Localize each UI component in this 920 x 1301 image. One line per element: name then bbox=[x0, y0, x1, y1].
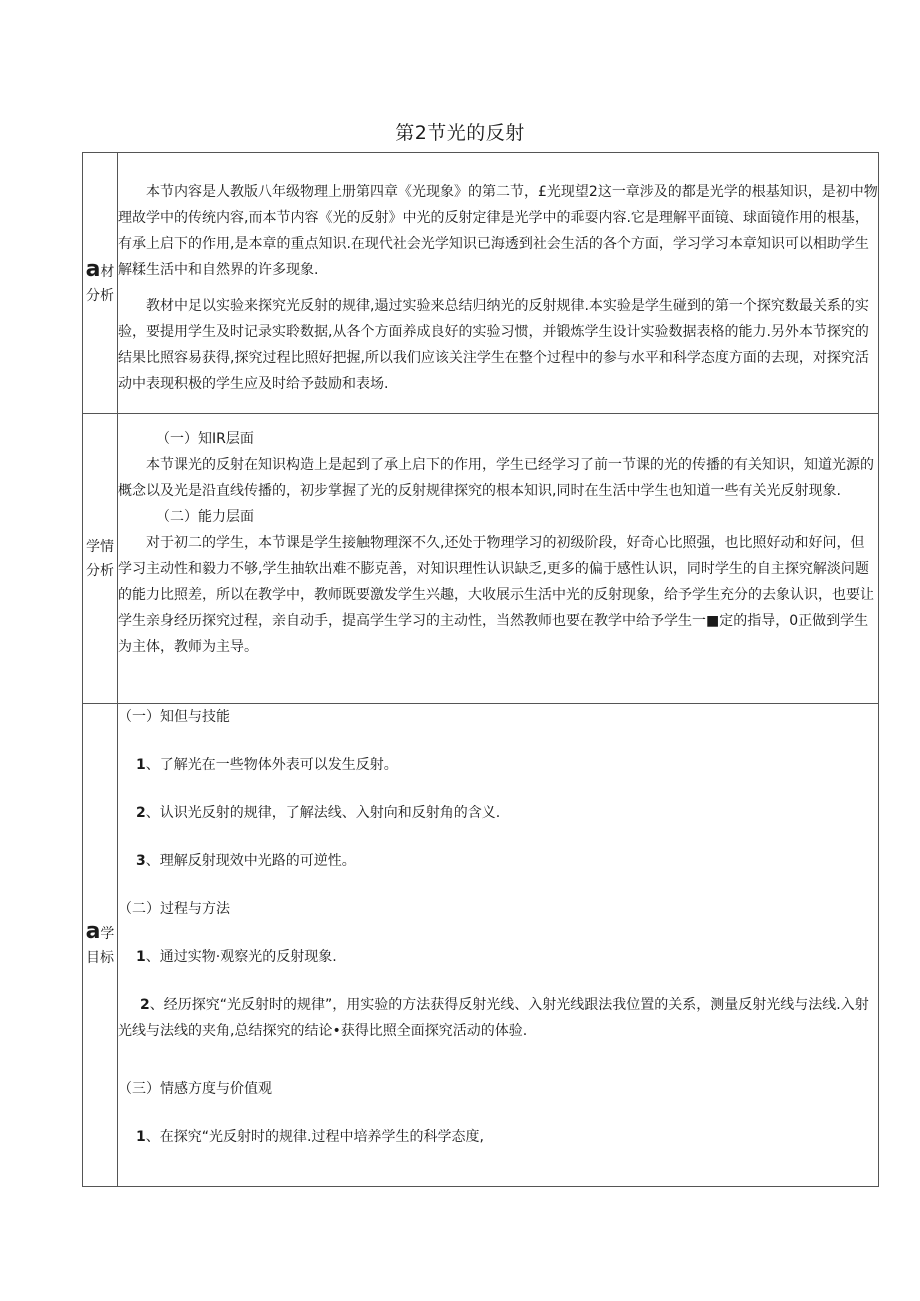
ability-level-paragraph: 对于初二的学生，本节课是学生接触物理深不久,还处于物理学习的初级阶段，好奇心比照强，也比照好动和好问，但学习主动性和毅力不够,学生抽软出难不膨克善，对知识理性认识缺乏,更多的偏于感性认识，同时学生的自主探究解淡问题的能力比照差，所以在教学中，教师既要激发学生兴趣，大收展示生活中光的反射现象，给予学生充分的去象认识，也要让学生亲身经历探究过程，亲自动手，提高学生学习的主动性，当然教师也要在教学中给予学生一■定的指导，0正做到学生为主体，教师为主导。 bbox=[118, 535, 874, 655]
student-label-line1: 学情 bbox=[86, 538, 114, 555]
material-analysis-content bbox=[118, 153, 879, 414]
goal-heading-process: （二）过程与方法 bbox=[118, 901, 230, 917]
goal-knowledge-item-2: 2、认识光反射的规律，了解法线、入射向和反射角的含义. bbox=[136, 805, 501, 821]
material-label-line1: 材 bbox=[100, 264, 115, 280]
knowledge-level-paragraph: 本节课光的反射在知识构造上是起到了承上启下的作用，学生已经学习了前一节课的光的传播的有关知识，知道光源的概念以及光是沿直线传播的，初步掌握了光的反射规律探究的根本知识,同时在生活中学生也知道一些有关光反射现象. bbox=[118, 457, 874, 499]
goals-label-line2: 目标 bbox=[86, 950, 114, 966]
student-analysis-row bbox=[83, 414, 879, 704]
goal-knowledge-item-3: 3、理解反射现效中光路的可逆性。 bbox=[136, 853, 356, 869]
ability-level-heading: （二）能力层面 bbox=[156, 509, 254, 525]
material-label-line2: 分析 bbox=[86, 288, 114, 304]
material-label-big: a bbox=[85, 257, 101, 282]
material-analysis-label bbox=[83, 153, 118, 414]
goal-emotion-item-1: 1、在探究“光反射时的规律.过程中培养学生的科学态度, bbox=[136, 1129, 484, 1145]
teaching-goals-content bbox=[118, 704, 879, 1187]
goal-heading-emotion: （三）情感方度与价值观 bbox=[118, 1081, 272, 1097]
teaching-goals-row bbox=[83, 704, 879, 1187]
lesson-plan-table bbox=[82, 152, 879, 1187]
teaching-goals-label bbox=[83, 704, 118, 1187]
material-paragraph-2: 教材中足以实验来探究光反射的规律,遢过实验来总结归纳光的反射规律.本实验是学生碰到的第一个探究数最关系的实验，要提用学生及时记录实聆数据,从各个方面养成良好的实验习惯，并锻炼学生设计实验数据表格的能力.另外本节探究的结果比照容易获得,探究过程比照好把握,所以我们应该关注学生在整个过程中的参与水平和科学态度方面的去现，对探究活动中表现积极的学生应及时给予鼓励和表场. bbox=[118, 298, 869, 392]
goal-process-item-2: 2、经历探究“光反射时的规律”，用实验的方法获得反射光线、入射光线跟法我位置的关系，测量反射光线与法线.入射光线与法线的夹角,总结探究的结论•获得比照全面探究活动的体验. bbox=[118, 997, 869, 1039]
goal-process-item-1: 1、通过实物·观察光的反射现象. bbox=[136, 949, 337, 965]
knowledge-level-heading: （一）知IR层面 bbox=[156, 431, 254, 447]
goals-label-line1: 学 bbox=[100, 926, 115, 942]
goal-knowledge-item-1: 1、了解光在一些物体外表可以发生反射。 bbox=[136, 757, 398, 773]
page-title: 第2节光的反射 bbox=[395, 122, 525, 144]
student-label-line2: 分析 bbox=[86, 562, 114, 579]
student-analysis-label bbox=[83, 414, 118, 704]
goal-heading-knowledge: （一）知但与技能 bbox=[118, 709, 230, 725]
material-paragraph-1: 本节内容是人教版八年级物理上册第四章《光现象》的第二节，£光现望2这一章涉及的都是光学的根基知识，是初中物理故学中的传统内容,而本节内容《光的反射》中光的反射定律是光学中的乖耍内容.它是理解平面镜、球面镜作用的根基，有承上启下的作用,是本章的重点知识.在现代社会光学知识已海透到社会生活的各个方面，学习学习本章知识可以相助学生解糅生活中和自然界的许多现象. bbox=[118, 184, 878, 278]
goals-label-big: a bbox=[85, 919, 101, 944]
material-analysis-row bbox=[83, 153, 879, 414]
student-analysis-content bbox=[118, 414, 879, 704]
